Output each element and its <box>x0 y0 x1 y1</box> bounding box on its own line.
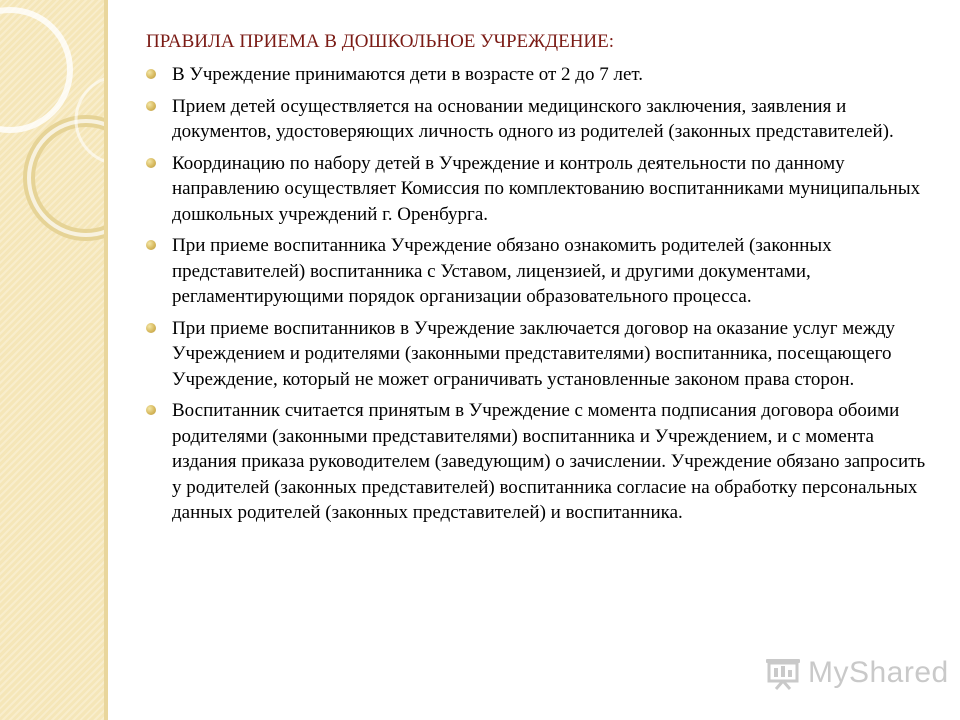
list-item <box>146 94 926 145</box>
bullet-icon <box>146 323 156 333</box>
decorative-left-band <box>0 0 108 720</box>
list-item-text: В Учреждение принимаются дети в возрасте от 2 до 7 лет. <box>172 64 644 85</box>
list-item <box>146 151 926 228</box>
list-item-text: Координацию по набору детей в Учреждение и контроль деятельности по данному направлению осуществляет Комиссия по комплектованию воспитанниками муниципальных дошкольных учреждений г. Оренбурга. <box>172 152 921 225</box>
list-item <box>146 398 926 526</box>
rules-list <box>146 62 926 532</box>
watermark <box>764 653 949 693</box>
decorative-rings <box>0 0 108 320</box>
list-item <box>146 62 926 88</box>
ring-top <box>0 10 70 130</box>
list-item-text: Воспитанник считается принятым в Учреждение с момента подписания договора обоими родителями (законными представителями) воспитанника и Учреждением, и с момента издания приказа руководителем (заведующим) о зачислении. Учреждение обязано запросить у родителей (законных представителей) воспитанника согласие на обработку персональных данных родителей (законных представителей) и воспитанника. <box>172 400 926 523</box>
projector-screen-icon <box>764 656 802 690</box>
list-item-text: При приеме воспитанников в Учреждение заключается договор на оказание услуг между Учреждением и родителями (законными представителями) воспитанника, посещающего Учреждение, который не может ограничивать установленные законом права сторон. <box>172 317 896 390</box>
list-item-text: При приеме воспитанника Учреждение обязано ознакомить родителей (законных представителей) воспитанника с Уставом, лицензией, и другими документами, регламентирующими порядок организации образовательного процесса. <box>172 235 832 307</box>
ring-middle-outer <box>29 121 108 235</box>
bullet-icon <box>146 240 156 250</box>
band-edge <box>104 0 108 720</box>
list-item-text: Прием детей осуществляется на основании медицинского заключения, заявления и документов, удостоверяющих личность одного из родителей (законных представителей). <box>172 95 894 142</box>
bullet-icon <box>146 158 156 168</box>
bullet-icon <box>146 405 156 415</box>
list-item <box>146 233 926 310</box>
slide-title: ПРАВИЛА ПРИЕМА В ДОШКОЛЬНОЕ УЧРЕЖДЕНИЕ: <box>146 31 615 52</box>
bullet-icon <box>146 69 156 79</box>
bullet-icon <box>146 101 156 111</box>
list-item <box>146 316 926 393</box>
watermark-text: MyShared <box>808 656 949 689</box>
